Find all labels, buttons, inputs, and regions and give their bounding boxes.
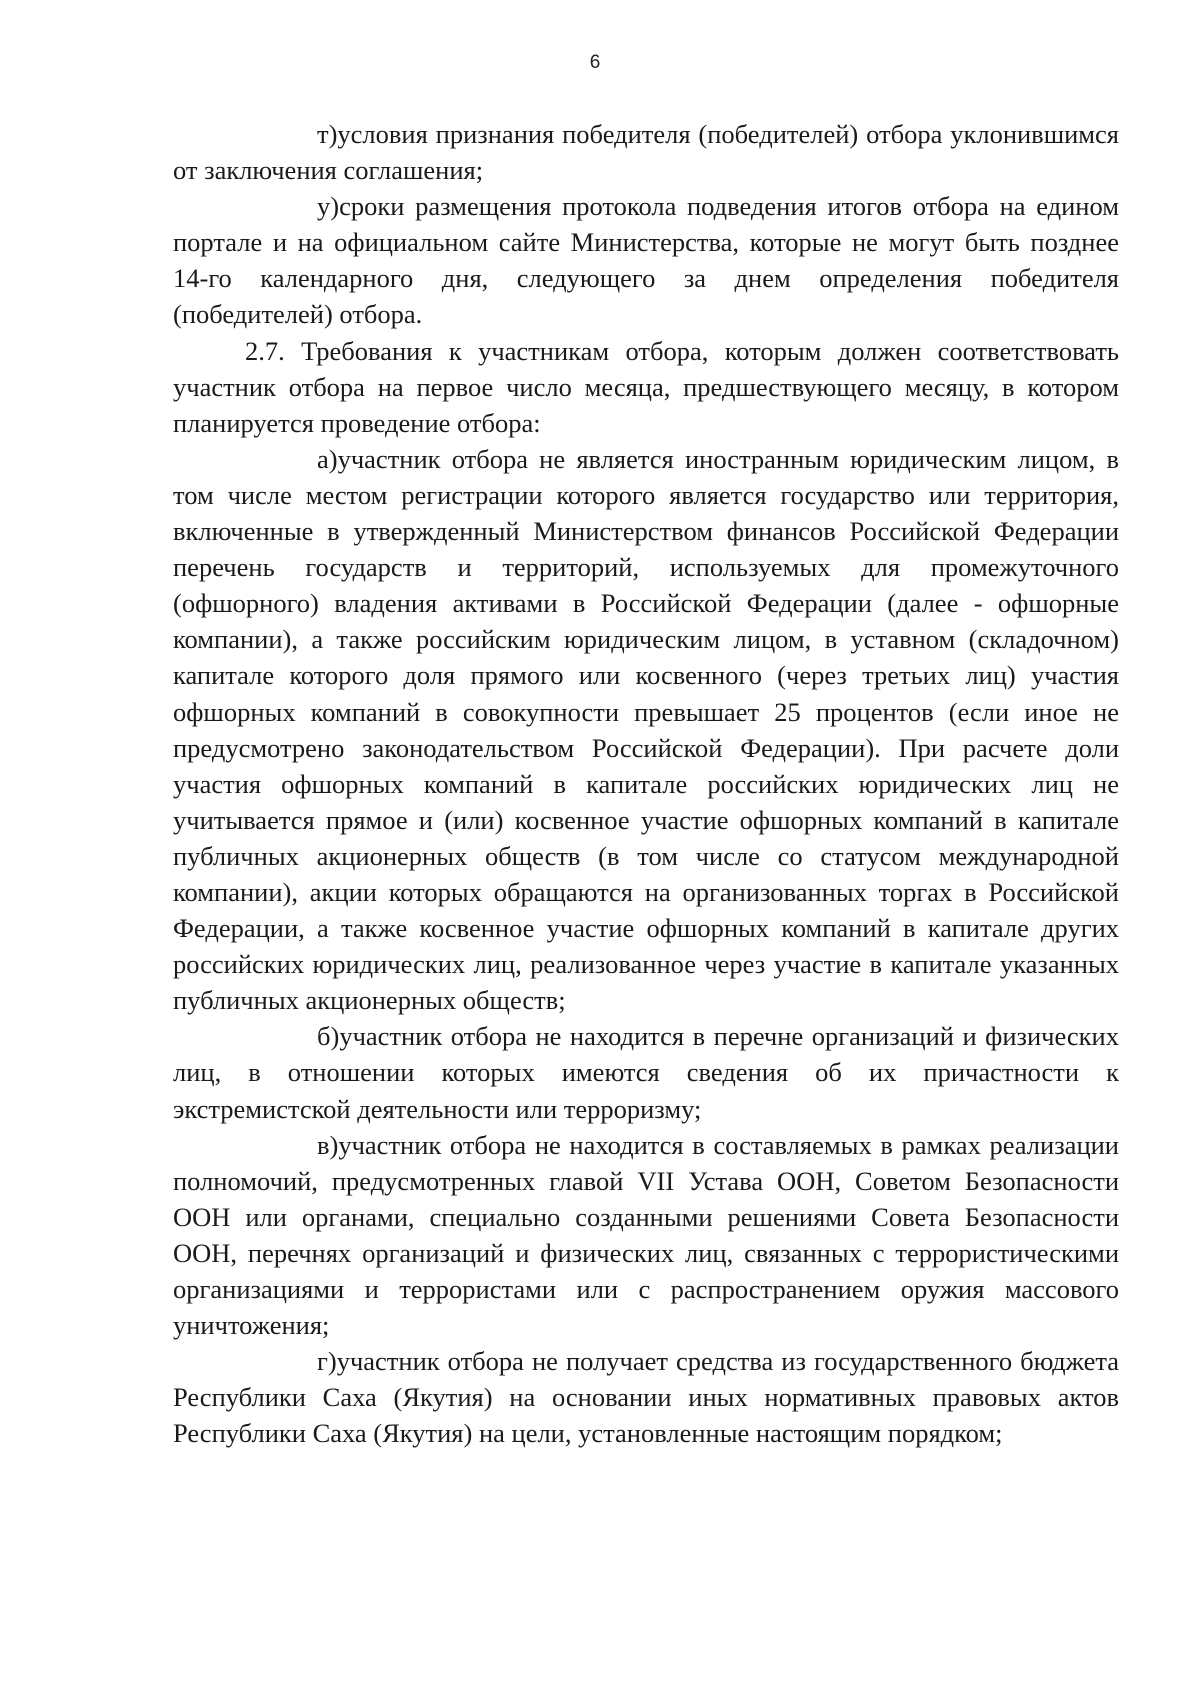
paragraph-text: условия признания победителя (победителей) отбора уклонившимся от заключения соглашения; <box>173 119 1119 186</box>
paragraph-marker: б) <box>317 1021 340 1052</box>
paragraph-marker: в) <box>317 1129 339 1160</box>
paragraph-t <box>173 116 1119 188</box>
paragraph-marker: т) <box>317 119 338 149</box>
paragraph-text: участник отбора не находится в перечне организаций и физических лиц, в отношении которых имеются сведения об их причастности к экстремистской деятельности или терроризму; <box>173 1021 1119 1124</box>
paragraph-text: сроки размещения протокола подведения итогов отбора на едином портале и на официальном сайте Министерства, которые не могут быть позднее 14-го календарного дня, следующего за днем определения победителя (победителей) отбора. <box>173 191 1119 330</box>
paragraph-b <box>173 1018 1119 1126</box>
paragraph-u <box>173 188 1119 332</box>
paragraph-text: участник отбора не получает средства из государственного бюджета Республики Саха (Якутия) на основании иных нормативных правовых актов Республики Саха (Якутия) на цели, установленные настоящим порядком; <box>173 1346 1119 1449</box>
paragraph-2-7 <box>173 333 1119 441</box>
paragraph-marker: г) <box>317 1346 337 1377</box>
paragraph-a <box>173 441 1119 1019</box>
paragraph-g <box>173 1343 1119 1451</box>
paragraph-text: участник отбора не находится в составляемых в рамках реализации полномочий, предусмотренных главой VII Устава ООН, Советом Безопасности ООН или органами, специально созданными решениями Совета Безопасности ООН, перечнях организаций и физических лиц, связанных с террористическими организациями и террористами или с распространением оружия массового уничтожения; <box>173 1129 1119 1341</box>
page-number: 6 <box>589 52 601 73</box>
paragraph-text: 2.7. Требования к участникам отбора, которым должен соответствовать участник отбора на первое число месяца, предшествующего месяцу, в котором планируется проведение отбора: <box>173 335 1119 438</box>
paragraph-v <box>173 1127 1119 1344</box>
paragraph-text: участник отбора не является иностранным юридическим лицом, в том числе местом регистрации которого является государство или территория, включенные в утвержденный Министерством финансов Российской Федерации перечень государств и территорий, используемых для промежуточного (офшорного) владения активами в Российской Федерации (далее - офшорные компании), а также российским юридическим лицом, в уставном (складочном) капитале которого доля прямого или косвенного (через третьих лиц) участия офшорных компаний в совокупности превышает 25 процентов (если иное не предусмотрено законодательством Российской Федерации). При расчете доли участия офшорных компаний в капитале российских юридических лиц не учитывается прямое и (или) косвенное участие офшорных компаний в капитале публичных акционерных обществ (в том числе со статусом международной компании), акции которых обращаются на организованных торгах в Российской Федерации, а также косвенное участие офшорных компаний в капитале других российских юридических лиц, реализованное через участие в капитале указанных публичных акционерных обществ; <box>173 443 1119 1016</box>
paragraph-marker: у) <box>317 191 340 222</box>
paragraph-marker: а) <box>317 443 338 474</box>
document-body <box>173 116 1119 1451</box>
